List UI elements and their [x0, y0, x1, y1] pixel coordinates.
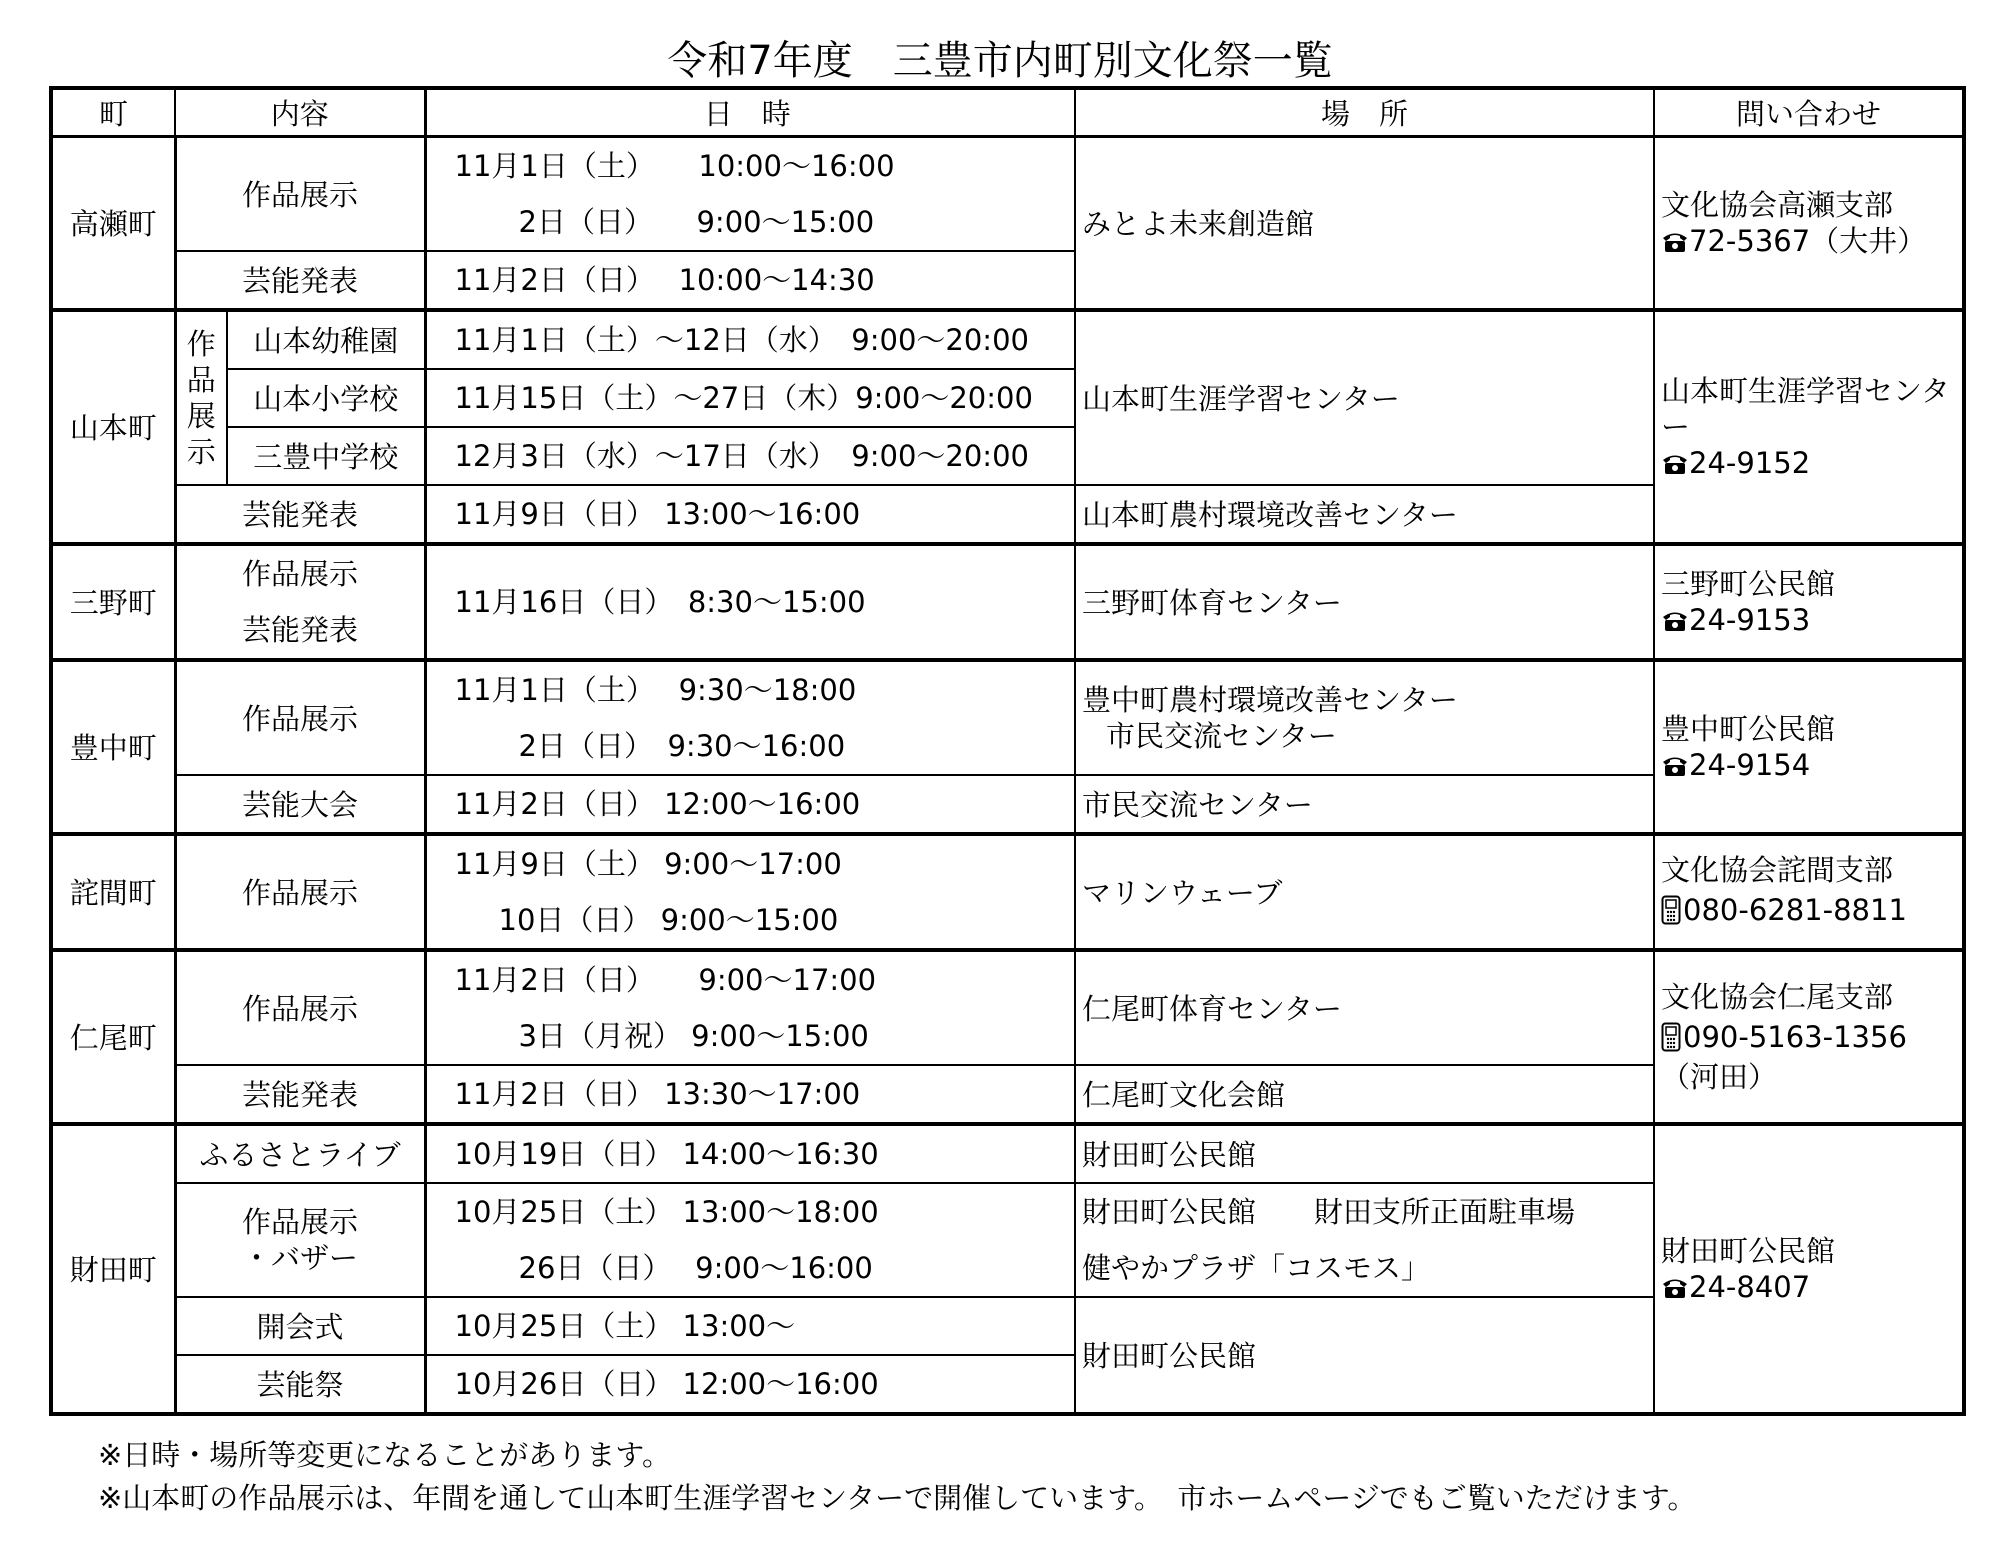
datetime-cell: 11月2日（日） 13:30～17:00 — [425, 1065, 1075, 1124]
content-cell: 芸能大会 — [175, 775, 425, 834]
telephone-icon — [1661, 1275, 1689, 1299]
datetime-cell: 11月2日（日） 10:00～14:30 — [425, 251, 1075, 310]
contact-cell: 文化協会仁尾支部 090-5163-1356 （河田） — [1654, 950, 1964, 1124]
place-cell: 仁尾町文化会館 — [1075, 1065, 1654, 1124]
header-town: 町 — [51, 88, 175, 136]
telephone-icon — [1661, 229, 1689, 253]
place-cell: 市民交流センター — [1075, 775, 1654, 834]
datetime-cell: 12月3日（水）～17日（水） 9:00～20:00 — [425, 427, 1075, 485]
content-cell: 芸能発表 — [175, 251, 425, 310]
content-cell: 作品展示 — [175, 834, 425, 950]
content-cell: 山本小学校 — [227, 369, 425, 427]
datetime-cell: 11月1日（土）～12日（水） 9:00～20:00 — [425, 310, 1075, 369]
telephone-icon — [1661, 608, 1689, 632]
header-place: 場 所 — [1075, 88, 1654, 136]
place-cell: 仁尾町体育センター — [1075, 950, 1654, 1065]
contact-cell: 文化協会高瀬支部 72-5367（大井） — [1654, 136, 1964, 310]
mobile-phone-icon — [1661, 895, 1681, 925]
content-cell: 山本幼稚園 — [227, 310, 425, 369]
header-datetime: 日 時 — [425, 88, 1075, 136]
town-cell: 仁尾町 — [51, 950, 175, 1124]
datetime-cell: 11月2日（日） 12:00～16:00 — [425, 775, 1075, 834]
note-change: ※日時・場所等変更になることがあります。 — [98, 1438, 671, 1472]
datetime-cell: 11月2日（日） 9:00～17:00 3日（月祝） 9:00～15:00 — [425, 950, 1075, 1065]
page-title: 令和7年度 三豊市内町別文化祭一覧 — [667, 38, 1333, 84]
place-cell: みとよ未来創造館 — [1075, 136, 1654, 310]
table-header-row — [51, 88, 1964, 136]
content-cell: ふるさとライブ — [175, 1124, 425, 1183]
datetime-cell: 10月19日（日） 14:00～16:30 — [425, 1124, 1075, 1183]
datetime-cell: 10月26日（日） 12:00～16:00 — [425, 1355, 1075, 1414]
contact-cell: 三野町公民館 24-9153 — [1654, 544, 1964, 660]
place-cell: 山本町農村環境改善センター — [1075, 485, 1654, 544]
table-row — [51, 136, 1964, 251]
content-cell: 芸能発表 — [175, 485, 425, 544]
contact-cell: 豊中町公民館 24-9154 — [1654, 660, 1964, 834]
place-cell: 財田町公民館 — [1075, 1124, 1654, 1183]
exhibit-vertical-label: 作 品 展 示 — [175, 310, 227, 485]
contact-cell: 山本町生涯学習センター 24-9152 — [1654, 310, 1964, 544]
datetime-cell: 11月16日（日） 8:30～15:00 — [425, 544, 1075, 660]
table-row — [51, 1124, 1964, 1183]
datetime-cell: 10月25日（土） 13:00～ — [425, 1297, 1075, 1355]
datetime-cell: 11月1日（土） 10:00～16:00 2日（日） 9:00～15:00 — [425, 136, 1075, 251]
place-cell: マリンウェーブ — [1075, 834, 1654, 950]
town-cell: 豊中町 — [51, 660, 175, 834]
town-cell: 詫間町 — [51, 834, 175, 950]
header-content: 内容 — [175, 88, 425, 136]
place-cell: 山本町生涯学習センター — [1075, 310, 1654, 485]
town-cell: 財田町 — [51, 1124, 175, 1414]
table-row — [51, 660, 1964, 775]
content-cell: 作品展示 — [175, 950, 425, 1065]
town-cell: 高瀬町 — [51, 136, 175, 310]
table-row — [51, 310, 1964, 369]
contact-cell: 財田町公民館 24-8407 — [1654, 1124, 1964, 1414]
contact-cell: 文化協会詫間支部 080-6281-8811 — [1654, 834, 1964, 950]
content-cell: 作品展示 — [175, 660, 425, 775]
place-cell: 三野町体育センター — [1075, 544, 1654, 660]
table-row — [51, 834, 1964, 950]
content-cell: 開会式 — [175, 1297, 425, 1355]
table-row — [51, 544, 1964, 660]
datetime-cell: 11月9日（日） 13:00～16:00 — [425, 485, 1075, 544]
content-cell: 芸能祭 — [175, 1355, 425, 1414]
place-cell: 豊中町農村環境改善センター 市民交流センター — [1075, 660, 1654, 775]
mobile-phone-icon — [1661, 1022, 1681, 1052]
telephone-icon — [1661, 451, 1689, 475]
town-cell: 山本町 — [51, 310, 175, 544]
content-cell: 芸能発表 — [175, 1065, 425, 1124]
content-cell: 作品展示 芸能発表 — [175, 544, 425, 660]
datetime-cell: 11月1日（土） 9:30～18:00 2日（日） 9:30～16:00 — [425, 660, 1075, 775]
place-cell: 財田町公民館 — [1075, 1297, 1654, 1414]
festival-table — [49, 86, 1966, 1416]
content-cell: 作品展示 — [175, 136, 425, 251]
place-cell: 財田町公民館 財田支所正面駐車場 健やかプラザ「コスモス」 — [1075, 1183, 1654, 1297]
header-contact: 問い合わせ — [1654, 88, 1964, 136]
content-cell: 三豊中学校 — [227, 427, 425, 485]
note-yamamoto: ※山本町の作品展示は、年間を通して山本町生涯学習センターで開催しています。 市ホームページでもご覧いただけます。 — [98, 1481, 1697, 1515]
telephone-icon — [1661, 753, 1689, 777]
town-cell: 三野町 — [51, 544, 175, 660]
datetime-cell: 11月15日（土）～27日（木）9:00～20:00 — [425, 369, 1075, 427]
content-cell: 作品展示 ・バザー — [175, 1183, 425, 1297]
table-row — [51, 950, 1964, 1065]
datetime-cell: 10月25日（土） 13:00～18:00 26日（日） 9:00～16:00 — [425, 1183, 1075, 1297]
datetime-cell: 11月9日（土） 9:00～17:00 10日（日） 9:00～15:00 — [425, 834, 1075, 950]
